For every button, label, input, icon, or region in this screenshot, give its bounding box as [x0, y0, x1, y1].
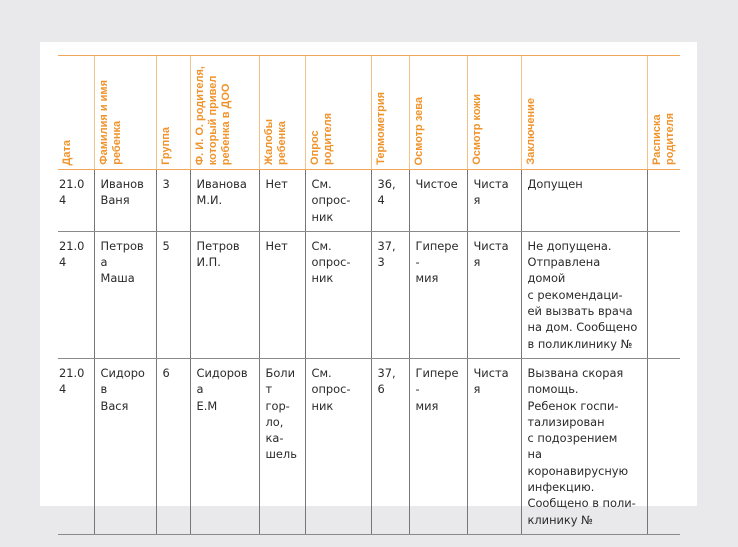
- cell-conclusion: Не допущена. Отправлена домой с рекомендаци- ей вызвать врача на дом. Сообщено в поликлинику №: [521, 231, 647, 358]
- header-throat-exam: [409, 56, 467, 170]
- cell-complaints: Нет: [259, 231, 305, 358]
- cell-child-name: Сидоров Вася: [94, 358, 156, 534]
- cell-complaints: Болит гор- ло, ка- шель: [259, 358, 305, 534]
- cell-parent-survey: См. опрос- ник: [305, 170, 371, 232]
- cell-thermometry: 37,3: [371, 231, 409, 358]
- table-row: [58, 170, 680, 232]
- header-label: Опрос родителя: [308, 113, 334, 165]
- cell-group: 6: [156, 358, 190, 534]
- cell-parent-receipt: [647, 170, 680, 232]
- cell-skin-exam: Чистая: [467, 231, 521, 358]
- cell-group: 5: [156, 231, 190, 358]
- cell-date: 21.04: [58, 170, 94, 232]
- cell-throat-exam: Чистое: [409, 170, 467, 232]
- header-parent-survey: [305, 56, 371, 170]
- header-label: Дата: [61, 139, 73, 165]
- header-label: Заключение: [524, 98, 537, 165]
- cell-complaints: Нет: [259, 170, 305, 232]
- header-label: Группа: [159, 127, 172, 165]
- header-label: Осмотр кожи: [470, 94, 483, 165]
- table-row: [58, 231, 680, 358]
- cell-throat-exam: Гипере- мия: [409, 358, 467, 534]
- cell-skin-exam: Чистая: [467, 358, 521, 534]
- cell-thermometry: 37,6: [371, 358, 409, 534]
- header-date: [58, 56, 94, 170]
- cell-parent-name: Иванова М.И.: [190, 170, 259, 232]
- header-group: [156, 56, 190, 170]
- cell-group: 3: [156, 170, 190, 232]
- document-page: [40, 42, 697, 527]
- header-label: Термометрия: [374, 92, 387, 165]
- cell-parent-survey: См. опрос- ник: [305, 231, 371, 358]
- health-check-journal-table: [58, 55, 680, 535]
- cell-conclusion: Вызвана скорая помощь. Ребенок госпи- тализирован с подозрением на коронавирусную инфекцию. Сообщено в поли- клинику №: [521, 358, 647, 534]
- cell-parent-receipt: [647, 358, 680, 534]
- cell-thermometry: 36,4: [371, 170, 409, 232]
- header-parent-receipt: [647, 56, 680, 170]
- cell-child-name: Иванов Ваня: [94, 170, 156, 232]
- cell-skin-exam: Чистая: [467, 170, 521, 232]
- header-parent-name: [190, 56, 259, 170]
- cell-date: 21.04: [58, 231, 94, 358]
- cell-parent-survey: См. опрос- ник: [305, 358, 371, 534]
- header-child-name: [94, 56, 156, 170]
- header-label: Ф. И. О. родителя, который привел ребенка в ДОО: [193, 65, 232, 165]
- cell-parent-name: Петров И.П.: [190, 231, 259, 358]
- header-thermometry: [371, 56, 409, 170]
- header-conclusion: [521, 56, 647, 170]
- header-label: Жалобы ребенка: [262, 119, 288, 165]
- cell-child-name: Петрова Маша: [94, 231, 156, 358]
- header-label: Фамилия и имя ребенка: [97, 80, 123, 165]
- header-complaints: [259, 56, 305, 170]
- cell-parent-name: Сидорова Е.М: [190, 358, 259, 534]
- header-row: [58, 56, 680, 170]
- header-label: Расписка родителя: [650, 113, 676, 165]
- header-label: Осмотр зева: [412, 96, 425, 165]
- header-skin-exam: [467, 56, 521, 170]
- cell-date: 21.04: [58, 358, 94, 534]
- cell-conclusion: Допущен: [521, 170, 647, 232]
- cell-throat-exam: Гипере- мия: [409, 231, 467, 358]
- table-row: [58, 358, 680, 534]
- cell-parent-receipt: [647, 231, 680, 358]
